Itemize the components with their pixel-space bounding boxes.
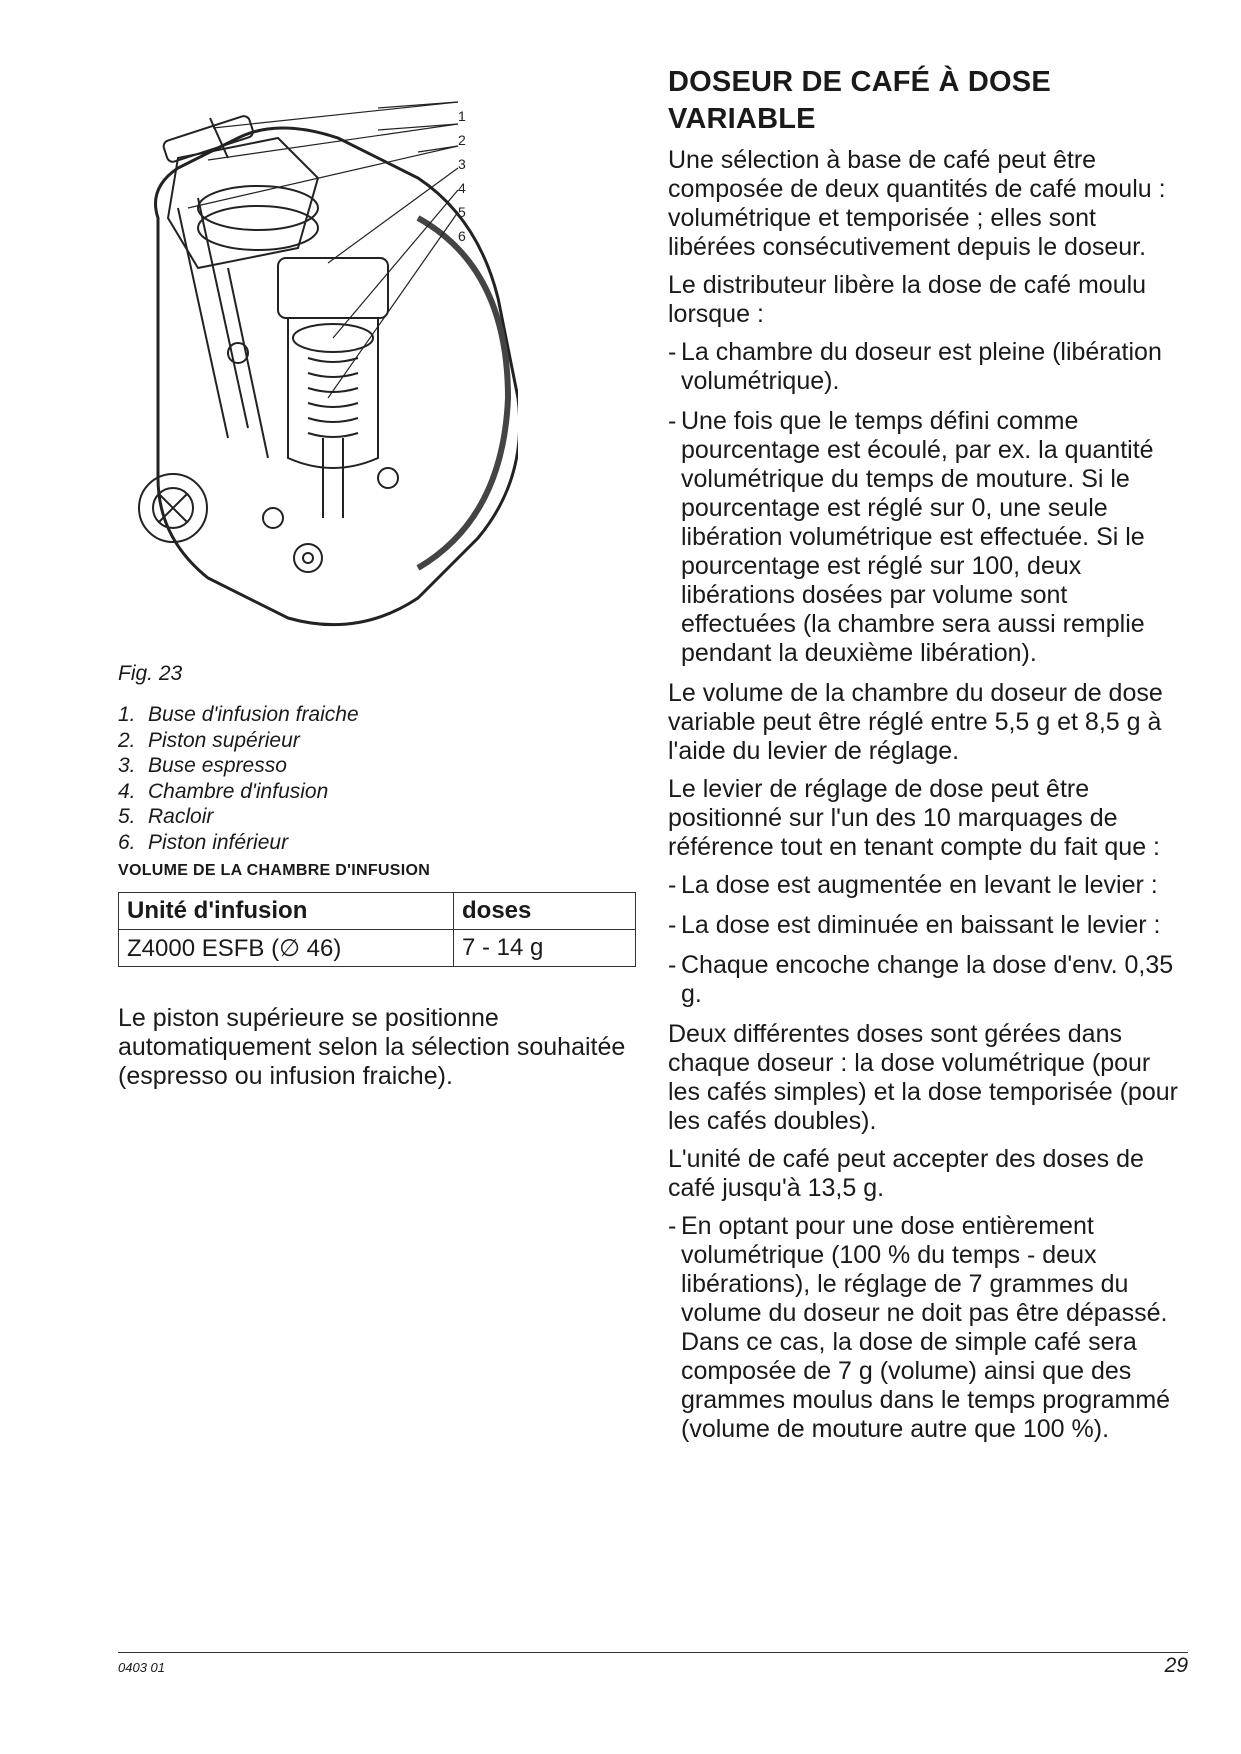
callout-number: 2 <box>458 132 466 148</box>
right-column <box>668 64 1188 1455</box>
legend-number: 4. <box>118 779 136 803</box>
volume-heading: VOLUME DE LA CHAMBRE D'INFUSION <box>118 862 431 879</box>
paragraph: Le distributeur libère la dose de café moulu lorsque : <box>668 271 1147 328</box>
table-row <box>119 930 636 967</box>
list-item-text: Chaque encoche change la dose d'env. 0,35 g. <box>681 951 1174 1008</box>
legend-item <box>118 702 359 728</box>
list-item <box>668 911 1188 940</box>
legend-item <box>118 830 359 856</box>
paragraph: Une sélection à base de café peut être composée de deux quantités de café moulu : volumétrique et temporisée ; elles sont libérées consécutivement depuis le doseur. <box>668 146 1166 261</box>
legend-number: 2. <box>118 728 136 752</box>
callout-number: 6 <box>458 228 466 244</box>
page-number: 29 <box>1164 1654 1188 1677</box>
legend-number: 3. <box>118 754 136 777</box>
legend-number: 1. <box>118 703 136 726</box>
bullet-dash: - <box>668 871 677 899</box>
legend-number: 6. <box>118 830 136 854</box>
figure-legend <box>118 702 359 855</box>
paragraph: L'unité de café peut accepter des doses de café jusqu'à 13,5 g. <box>668 1145 1144 1202</box>
bullet-dash: - <box>668 1212 677 1240</box>
list-item-text: La chambre du doseur est pleine (libération volumétrique). <box>681 338 1162 395</box>
table-header-cell: doses <box>454 893 636 930</box>
list-item-text: Une fois que le temps défini comme pourcentage est écoulé, par ex. la quantité volumétrique du temps de mouture. Si le pourcentage est réglé sur 0, une seule libération volumétrique est effectuée. Si le pourcentage est réglé sur 100, deux libérations dosées par volume sont effectuées (la chambre sera aussi remplie pendant la deuxième libération). <box>681 407 1154 667</box>
legend-label: Buse d'infusion fraiche <box>148 703 359 726</box>
legend-label: Buse espresso <box>148 754 287 777</box>
legend-item <box>118 728 359 754</box>
table-cell: 7 - 14 g <box>454 930 636 967</box>
callout-number: 5 <box>458 204 466 220</box>
paragraph: Deux différentes doses sont gérées dans chaque doseur : la dose volumétrique (pour les cafés simples) et la dose temporisée (pour les cafés doubles). <box>668 1020 1178 1135</box>
figure-caption: Fig. 23 <box>118 662 183 685</box>
legend-label: Piston inférieur <box>148 830 289 854</box>
legend-label: Chambre d'infusion <box>148 779 329 803</box>
legend-label: Piston supérieur <box>148 728 300 752</box>
document-code: 0403 01 <box>118 1660 165 1675</box>
bullet-dash: - <box>668 911 677 939</box>
list-item-text: La dose est augmentée en levant le levier : <box>681 871 1158 899</box>
table-cell: Z4000 ESFB (∅ 46) <box>119 930 454 967</box>
callout-number: 1 <box>458 108 466 124</box>
piston-paragraph: Le piston supérieure se positionne automatiquement selon la sélection souhaitée (espresso ou infusion fraiche). <box>118 1004 626 1090</box>
paragraph: Le levier de réglage de dose peut être positionné sur l'un des 10 marquages de référence tout en tenant compte du fait que : <box>668 775 1160 861</box>
list-item <box>668 1212 1188 1444</box>
bullet-dash: - <box>668 951 677 979</box>
legend-label: Racloir <box>148 805 214 828</box>
legend-item <box>118 804 359 830</box>
list-item-text: La dose est diminuée en baissant le levier : <box>681 911 1161 939</box>
callout-number: 3 <box>458 156 466 172</box>
list-item <box>668 871 1188 900</box>
table-header-row <box>119 893 636 930</box>
list-item-text: En optant pour une dose entièrement volumétrique (100 % du temps - deux libérations), le réglage de 7 grammes du volume du doseur ne doit pas être dépassé. Dans ce cas, la dose de simple café sera composée de 7 g (volume) ainsi que des grammes moulus dans le temps programmé (volume de mouture autre que 100 %). <box>681 1212 1171 1443</box>
bullet-dash: - <box>668 338 677 366</box>
infusion-unit-table <box>118 892 636 967</box>
list-item <box>668 407 1188 668</box>
table-header-cell: Unité d'infusion <box>119 893 454 930</box>
footer-divider <box>118 1652 1188 1653</box>
list-item <box>668 338 1188 396</box>
callout-number: 4 <box>458 180 466 196</box>
legend-item <box>118 753 359 779</box>
section-title: DOSEUR DE CAFÉ À DOSE VARIABLE <box>668 66 1051 135</box>
legend-number: 5. <box>118 805 136 828</box>
figure-callouts <box>458 104 488 248</box>
bullet-dash: - <box>668 407 677 435</box>
legend-item <box>118 779 359 805</box>
paragraph: Le volume de la chambre du doseur de dose variable peut être réglé entre 5,5 g et 8,5 g à l'aide du levier de réglage. <box>668 679 1163 765</box>
list-item <box>668 951 1188 1009</box>
